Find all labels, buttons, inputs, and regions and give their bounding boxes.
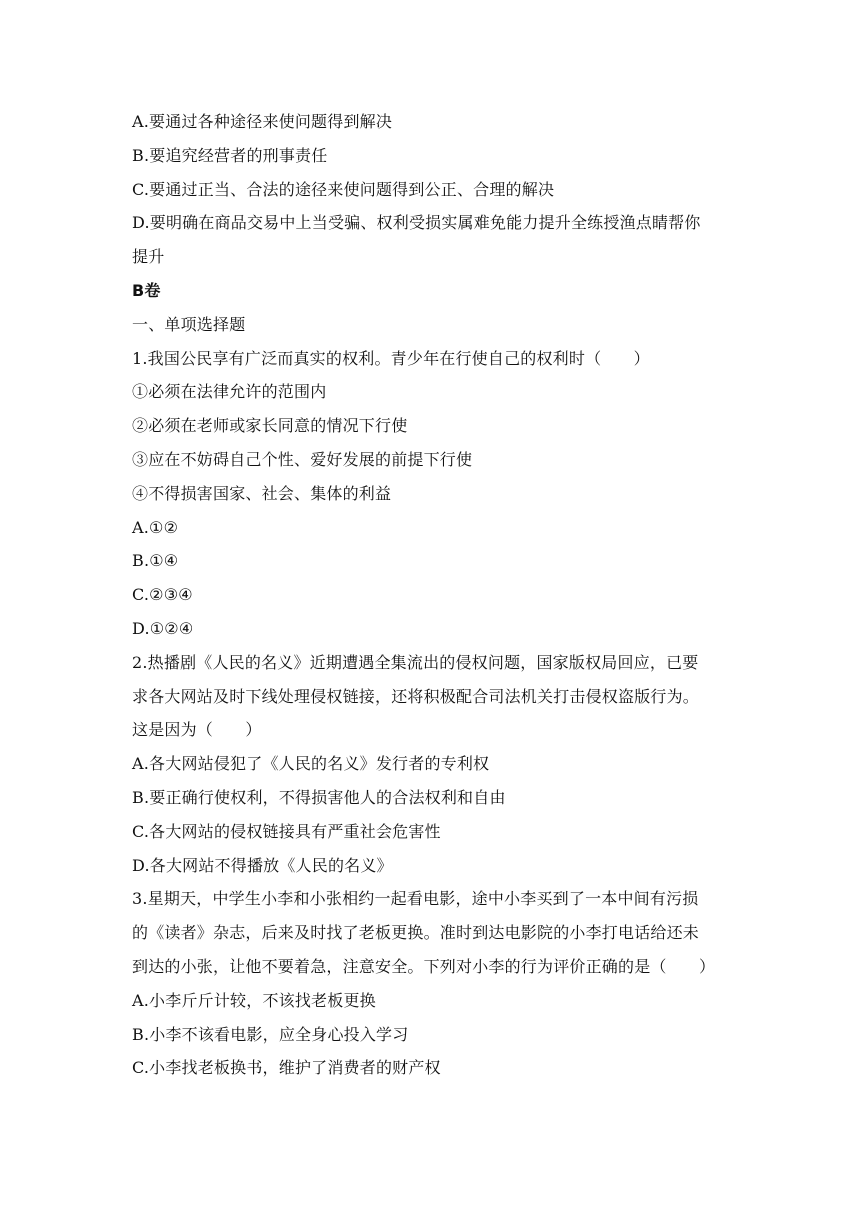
q2-stem-line3: 这是因为（ ）: [132, 720, 262, 740]
q3-option-c: C.小李找老板换书，维护了消费者的财产权: [132, 1058, 441, 1078]
q2-option-a: A.各大网站侵犯了《人民的名义》发行者的专利权: [132, 754, 490, 774]
q1-option-a: A.①②: [132, 517, 179, 537]
q2-stem-line1: 2.热播剧《人民的名义》近期遭遇全集流出的侵权问题，国家版权局回应，已要: [132, 652, 699, 672]
option-a-top: A.要通过各种途径来使问题得到解决: [132, 112, 393, 131]
option-d-top-line2: 提升: [132, 247, 165, 267]
q3-stem-line3: 到达的小张，让他不要着急，注意安全。下列对小李的行为评价正确的是（ ）: [132, 956, 716, 976]
q2-option-c: C.各大网站的侵权链接具有严重社会危害性: [132, 821, 441, 841]
document-body: [132, 105, 732, 1085]
q1-statement-1: ①必须在法律允许的范围内: [132, 382, 327, 402]
q1-stem: 1.我国公民享有广泛而真实的权利。青少年在行使自己的权利时（ ）: [132, 348, 650, 368]
q2-option-d: D.各大网站不得播放《人民的名义》: [132, 855, 393, 875]
q1-option-c: C.②③④: [132, 585, 193, 605]
q2-stem-line2: 求各大网站及时下线处理侵权链接，还将积极配合司法机关打击侵权盗版行为。: [132, 686, 700, 706]
q1-statement-3: ③应在不妨碍自己个性、爱好发展的前提下行使: [132, 449, 473, 469]
q1-option-b: B.①④: [132, 551, 179, 571]
q2-option-b: B.要正确行使权利，不得损害他人的合法权利和自由: [132, 787, 506, 807]
q1-statement-4: ④不得损害国家、社会、集体的利益: [132, 483, 392, 503]
q3-option-a: A.小李斤斤计较，不该找老板更换: [132, 990, 376, 1010]
option-b-top: B.要追究经营者的刑事责任: [132, 145, 328, 165]
section-subtitle: 一、单项选择题: [132, 314, 246, 334]
section-title: B卷: [132, 280, 161, 300]
q1-option-d: D.①②④: [132, 618, 194, 638]
option-d-top-line1: D.要明确在商品交易中上当受骗、权利受损实属难免能力提升全练授渔点睛帮你: [132, 213, 701, 233]
q3-stem-line1: 3.星期天，中学生小李和小张相约一起看电影，途中小李买到了一本中间有污损: [132, 889, 699, 909]
q3-stem-line2: 的《读者》杂志，后来及时找了老板更换。准时到达电影院的小李打电话给还未: [132, 923, 700, 943]
q3-option-b: B.小李不该看电影，应全身心投入学习: [132, 1024, 409, 1044]
option-c-top: C.要通过正当、合法的途径来使问题得到公正、合理的解决: [132, 179, 555, 199]
q1-statement-2: ②必须在老师或家长同意的情况下行使: [132, 416, 408, 436]
